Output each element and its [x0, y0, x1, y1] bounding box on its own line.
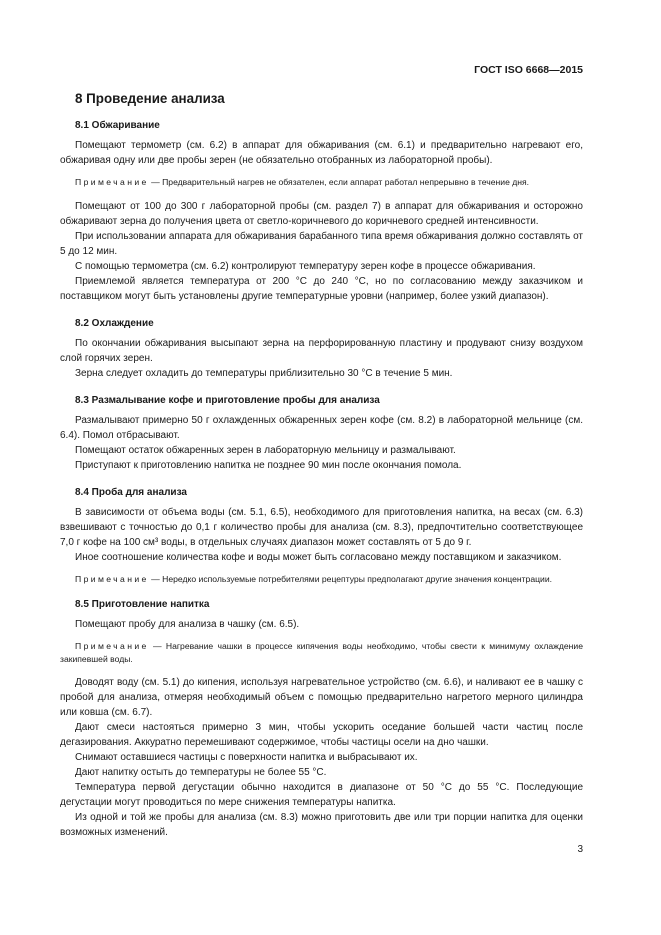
paragraph: Приступают к приготовлению напитка не позднее 90 мин после окончания помола. [75, 459, 462, 471]
page-number: 3 [577, 844, 583, 855]
paragraph: Температура первой дегустации обычно находится в диапазоне от 50 °С до 55 °С. Последующие дегустации могут проводиться по мере снижения температуры напитка. [60, 782, 583, 808]
paragraph: Снимают оставшиеся частицы с поверхности напитка и выбрасывают их. [75, 752, 418, 763]
subsection-8-1 [60, 118, 583, 304]
paragraph: Из одной и той же пробы для анализа (см. 8.3) можно приготовить две или три порции напитка для оценки возможных изменений. [60, 812, 583, 838]
subsection-8-3 [60, 393, 583, 473]
subsection-8-2 [60, 316, 583, 381]
paragraph: Помещают термометр (см. 6.2) в аппарат для обжаривания (см. 6.1) и предварительно нагревают его, обжаривая одну или две пробы зерен (не обязательно отобранных из лабораторной пробы). [60, 140, 583, 166]
subsection-title: 8.1 Обжаривание [75, 120, 160, 131]
note [60, 640, 583, 665]
subsection-8-4 [60, 485, 583, 586]
page-content [60, 90, 583, 840]
paragraph: Дают напитку остыть до температуры не более 55 °С. [75, 767, 327, 778]
paragraph: Размалывают примерно 50 г охлажденных обжаренных зерен кофе (см. 8.2) в лабораторной мельнице (см. 6.4). Помол отбрасывают. [60, 414, 583, 441]
note [60, 573, 583, 586]
note-text: — Нагревание чашки в процессе кипячения воды необходимо, чтобы свести к минимуму охлаждение закипевшей воды. [60, 641, 583, 664]
subsection-8-5 [60, 597, 583, 840]
subsection-title: 8.4 Проба для анализа [75, 486, 187, 498]
note-label: Примечание [75, 177, 149, 187]
paragraph: При использовании аппарата для обжаривания барабанного типа время обжаривания должно составлять от 5 до 12 мин. [60, 230, 583, 257]
paragraph: Дают смеси настояться примерно 3 мин, чтобы ускорить оседание большей части частиц после дегазирования. Аккуратно перемешивают содержимое, чтобы частицы осели на дно чашки. [60, 722, 583, 748]
paragraph: Иное соотношение количества кофе и воды может быть согласовано между поставщиком и заказчиком. [75, 551, 562, 563]
paragraph: По окончании обжаривания высыпают зерна на перфорированную пластину и продувают снизу воздухом слой горячих зерен. [60, 337, 583, 364]
note-text: — Предварительный нагрев не обязателен, если аппарат работал непрерывно в течение дня. [148, 177, 530, 187]
paragraph: С помощью термометра (см. 6.2) контролируют температуру зерен кофе в процессе обжаривания. [75, 260, 536, 272]
note-label: Примечание [75, 573, 149, 584]
subsection-title: 8.2 Охлаждение [75, 317, 154, 329]
paragraph: Зерна следует охладить до температуры приблизительно 30 °С в течение 5 мин. [75, 367, 453, 379]
paragraph: Помещают остаток обжаренных зерен в лабораторную мельницу и размалывают. [75, 444, 456, 456]
paragraph: Помещают от 100 до 300 г лабораторной пробы (см. раздел 7) в аппарат для обжаривания и осторожно обжаривают зерна до получения цвета от светло-коричневого до коричневого средней интенсивности. [60, 200, 583, 227]
paragraph: Доводят воду (см. 5.1) до кипения, используя нагревательное устройство (см. 6.6), и наливают ее в чашку с пробой для анализа, отмеряя необходимый объем с помощью предварительно нагретого мерного цилиндра или ковша (см. 6.7). [60, 677, 583, 718]
note-label: Примечание [75, 641, 149, 651]
subsection-title: 8.5 Приготовление напитка [75, 599, 210, 610]
section-title: 8 Проведение анализа [75, 91, 225, 106]
subsection-title: 8.3 Размалывание кофе и приготовление пробы для анализа [75, 394, 380, 406]
note-text: — Нередко используемые потребителями рецептуры предполагают другие значения концентрации. [148, 573, 553, 584]
standard-header: ГОСТ ISO 6668—2015 [474, 64, 583, 76]
paragraph: Помещают пробу для анализа в чашку (см. 6.5). [75, 619, 300, 630]
paragraph: В зависимости от объема воды (см. 5.1, 6.5), необходимого для приготовления напитка, на весах (см. 6.3) взвешивают с точностью до 0,1 г количество пробы для анализа (см. 8.3), предпочтительно соответствующее 7,0 г кофе на 100 см³ воды, в отдельных случаях диапазон может составлять от 5 до 9 г. [60, 506, 583, 548]
note [60, 176, 583, 189]
paragraph: Приемлемой является температура от 200 °С до 240 °С, но по согласованию между заказчиком и поставщиком могут быть установлены другие температурные уровни (например, более узкий диапазон). [60, 275, 583, 302]
